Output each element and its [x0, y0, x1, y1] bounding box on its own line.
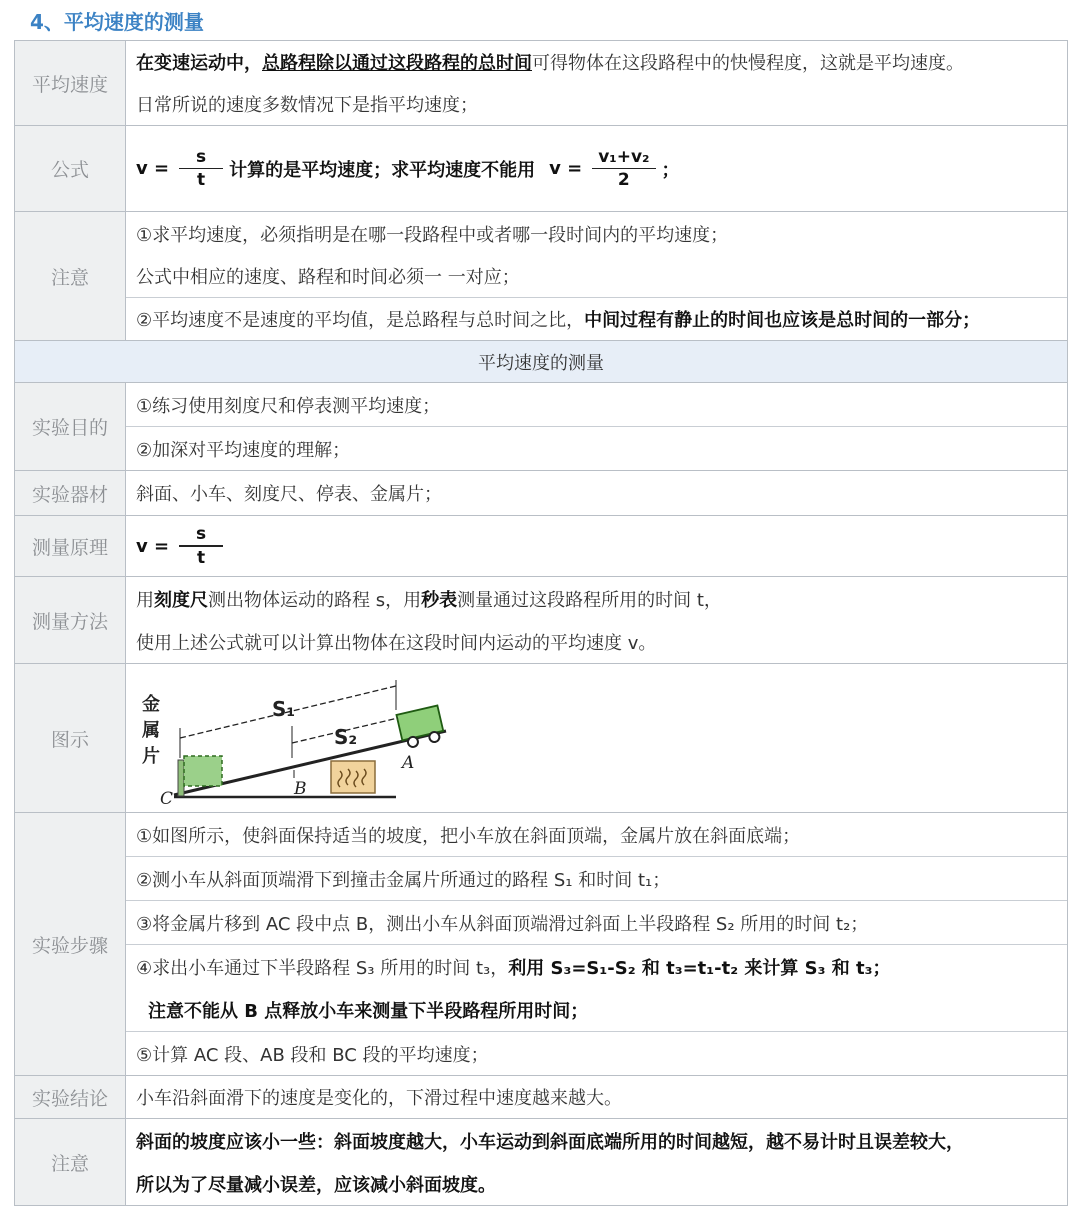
- text: 日常所说的速度多数情况下是指平均速度；: [136, 95, 478, 116]
- label-method: 测量方法: [15, 577, 126, 664]
- row-principle: [15, 516, 1068, 577]
- row-section-title: [15, 341, 1068, 383]
- row-formula: [15, 126, 1068, 212]
- text: 测量通过这段路程所用的时间 t，: [457, 589, 722, 611]
- label-formula: 公式: [15, 126, 126, 212]
- label-s2: S₂: [334, 725, 358, 749]
- label-s1: S₁: [272, 697, 296, 721]
- metal-label-2: 属: [142, 720, 160, 741]
- metal-label-1: 金: [142, 694, 160, 715]
- label-note-1: 注意: [15, 212, 126, 341]
- text: 小车沿斜面滑下的速度是变化的，下滑过程中速度越来越大。: [136, 1088, 622, 1109]
- metal-label-3: 片: [142, 746, 160, 767]
- content-figure: [126, 664, 1068, 813]
- formula-lhs: v =: [136, 158, 170, 179]
- fraction-denominator: t: [197, 547, 206, 568]
- step-1: ①如图所示，使斜面保持适当的坡度，把小车放在斜面顶端，金属片放在斜面底端；: [136, 825, 801, 847]
- row-conclusion: [15, 1076, 1068, 1119]
- label-equipment: 实验器材: [15, 471, 126, 516]
- metal-sheet: [178, 760, 184, 796]
- label-note-2: 注意: [15, 1119, 126, 1206]
- label-average-speed: 平均速度: [15, 41, 126, 126]
- section-title: 平均速度的测量: [15, 341, 1068, 383]
- text: ②平均速度不是速度的平均值，是总路程与总时间之比，: [136, 310, 585, 331]
- row-note-2: [15, 1119, 1068, 1206]
- content-steps: [126, 813, 1068, 1076]
- text-bold: 所以为了尽量减小误差，应该减小斜面坡度。: [136, 1174, 496, 1196]
- content-note-2: [126, 1119, 1068, 1206]
- point-b-label: B: [294, 779, 307, 799]
- step-3: ③将金属片移到 AC 段中点 B，测出小车从斜面顶端滑过斜面上半段路程 S₂ 所用的时间 t₂；: [136, 913, 869, 935]
- step-2: ②测小车从斜面顶端滑下到撞击金属片所通过的路程 S₁ 和时间 t₁；: [136, 869, 671, 891]
- fraction-numerator: s: [196, 146, 207, 167]
- content-purpose: [126, 383, 1068, 471]
- content-conclusion: [126, 1076, 1068, 1119]
- fraction-s-over-t: [179, 523, 223, 569]
- text-bold: 在变速运动中，: [136, 53, 262, 74]
- row-purpose: [15, 383, 1068, 471]
- text-bold: 中间过程有静止的时间也应该是总时间的一部分；: [584, 310, 981, 331]
- cart-top: [396, 706, 445, 750]
- point-c-label: C: [160, 789, 174, 808]
- row-average-speed: [15, 41, 1068, 126]
- label-steps: 实验步骤: [15, 813, 126, 1076]
- fraction-denominator: t: [197, 170, 206, 191]
- text: 使用上述公式就可以计算出物体在这段时间内运动的平均速度 v。: [136, 632, 657, 654]
- text: 用: [136, 589, 154, 611]
- step-4-bold: 利用 S₃=S₁-S₂ 和 t₃=t₁-t₂ 来计算 S₃ 和 t₃；: [508, 957, 891, 979]
- formula-end: ；: [661, 159, 680, 181]
- content-note-1: [126, 212, 1068, 341]
- text: ②加深对平均速度的理解；: [136, 439, 351, 461]
- row-method: [15, 577, 1068, 664]
- formula-text: 计算的是平均速度；求平均速度不能用: [229, 159, 536, 181]
- text: 可得物体在这段路程中的快慢程度，这就是平均速度。: [532, 53, 964, 74]
- content-principle: [126, 516, 1068, 577]
- row-steps: [15, 813, 1068, 1076]
- fraction-numerator: s: [196, 524, 207, 545]
- text: ①求平均速度，必须指明是在哪一段路程中或者哪一段时间内的平均速度；: [136, 224, 729, 246]
- cart-bottom: [184, 756, 222, 786]
- text-underlined: 总路程除以通过这段路程的总时间: [262, 53, 532, 74]
- row-figure: [15, 664, 1068, 813]
- label-principle: 测量原理: [15, 516, 126, 577]
- content-equipment: [126, 471, 1068, 516]
- content-method: [126, 577, 1068, 664]
- fraction-v1v2-over-2: [592, 146, 655, 192]
- formula-lhs-2: v =: [549, 158, 583, 179]
- content-average-speed: [126, 41, 1068, 126]
- text-bold: 秒表: [421, 589, 458, 611]
- point-a-label: A: [402, 753, 415, 773]
- text-bold: 刻度尺: [154, 589, 208, 611]
- content-formula: [126, 126, 1068, 212]
- step-5: ⑤计算 AC 段、AB 段和 BC 段的平均速度；: [136, 1044, 489, 1066]
- row-note-1: [15, 212, 1068, 341]
- incline-diagram: [134, 668, 464, 808]
- step-4: ④求出小车通过下半段路程 S₃ 所用的时间 t₃，: [136, 957, 509, 979]
- row-equipment: [15, 471, 1068, 516]
- formula-lhs: v =: [136, 535, 170, 557]
- knowledge-table: [14, 40, 1068, 1206]
- label-conclusion: 实验结论: [15, 1076, 126, 1119]
- text: 斜面、小车、刻度尺、停表、金属片；: [136, 484, 442, 505]
- fraction-denominator: 2: [617, 170, 630, 191]
- support-block: [331, 761, 375, 793]
- fraction-numerator: v₁+v₂: [598, 146, 650, 167]
- step-4-note: 注意不能从 B 点释放小车来测量下半段路程所用时间；: [148, 1000, 589, 1022]
- text-bold: 斜面的坡度应该小一些：斜面坡度越大，小车运动到斜面底端所用的时间越短，越不易计时且误差较大，: [136, 1131, 964, 1153]
- text: ①练习使用刻度尺和停表测平均速度；: [136, 395, 441, 417]
- text: 公式中相应的速度、路程和时间必须一 一对应；: [136, 267, 520, 288]
- label-purpose: 实验目的: [15, 383, 126, 471]
- fraction-s-over-t: [179, 146, 223, 192]
- page-heading: 4、平均速度的测量: [30, 10, 204, 34]
- label-figure: 图示: [15, 664, 126, 813]
- text: 测出物体运动的路程 s，用: [208, 589, 422, 611]
